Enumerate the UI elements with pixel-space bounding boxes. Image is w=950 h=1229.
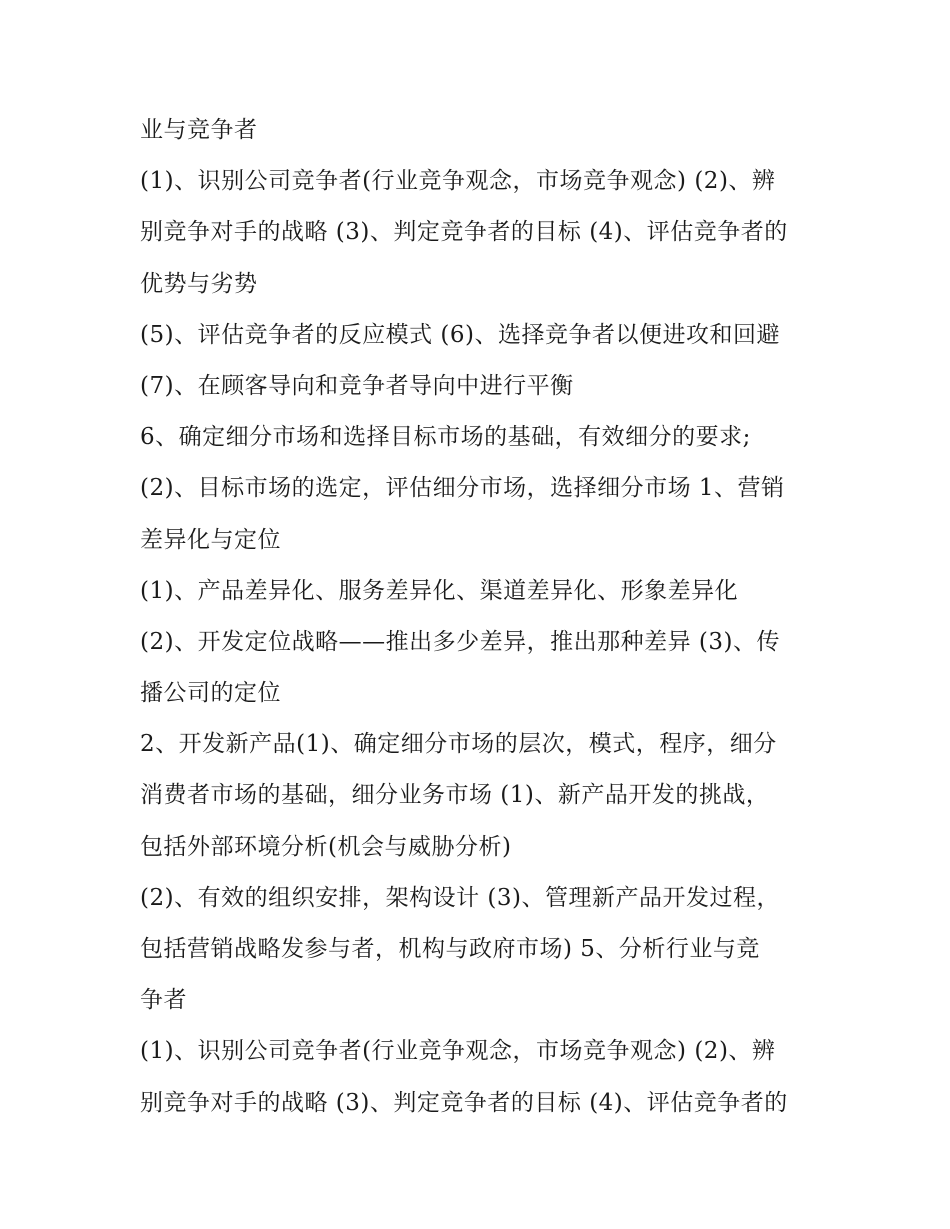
text-line: (1)、识别公司竞争者(行业竞争观念，市场竞争观念) (2)、辨 — [140, 1038, 776, 1065]
text-line: 6、确定细分市场和选择目标市场的基础，有效细分的要求; — [140, 424, 751, 451]
text-line: 包括营销战略发参与者，机构与政府市场) 5、分析行业与竞 — [140, 936, 760, 962]
text-line: (7)、在顾客导向和竞争者导向中进行平衡 — [140, 372, 574, 399]
text-line: 争者 — [140, 987, 187, 1014]
text-line: (1)、产品差异化、服务差异化、渠道差异化、形象差异化 — [140, 577, 739, 604]
text-line: 优势与劣势 — [140, 270, 258, 297]
text-line: (2)、开发定位战略——推出多少差异，推出那种差异 (3)、传 — [140, 628, 780, 655]
text-line: (2)、有效的组织安排，架构设计 (3)、管理新产品开发过程， — [140, 884, 780, 911]
text-line: (5)、评估竞争者的反应模式 (6)、选择竞争者以便进攻和回避 — [140, 321, 780, 348]
text-line: 消费者市场的基础，细分业务市场 (1)、新产品开发的挑战， — [140, 782, 770, 809]
text-line: (2)、目标市场的选定，评估细分市场，选择细分市场 1、营销 — [140, 475, 785, 502]
text-line: 2、开发新产品(1)、确定细分市场的层次，模式，程序，细分 — [140, 731, 777, 758]
text-line: 别竞争对手的战略 (3)、判定竞争者的目标 (4)、评估竞争者的 — [140, 1089, 788, 1116]
text-line: 包括外部环境分析(机会与威胁分析) — [140, 833, 512, 860]
text-line: 别竞争对手的战略 (3)、判定竞争者的目标 (4)、评估竞争者的 — [140, 219, 788, 246]
text-line: 播公司的定位 — [140, 680, 281, 707]
text-line: 差异化与定位 — [140, 526, 281, 553]
body-text — [140, 106, 820, 1130]
text-line: 业与竞争者 — [140, 117, 258, 143]
text-line: (1)、识别公司竞争者(行业竞争观念，市场竞争观念) (2)、辨 — [140, 168, 776, 195]
